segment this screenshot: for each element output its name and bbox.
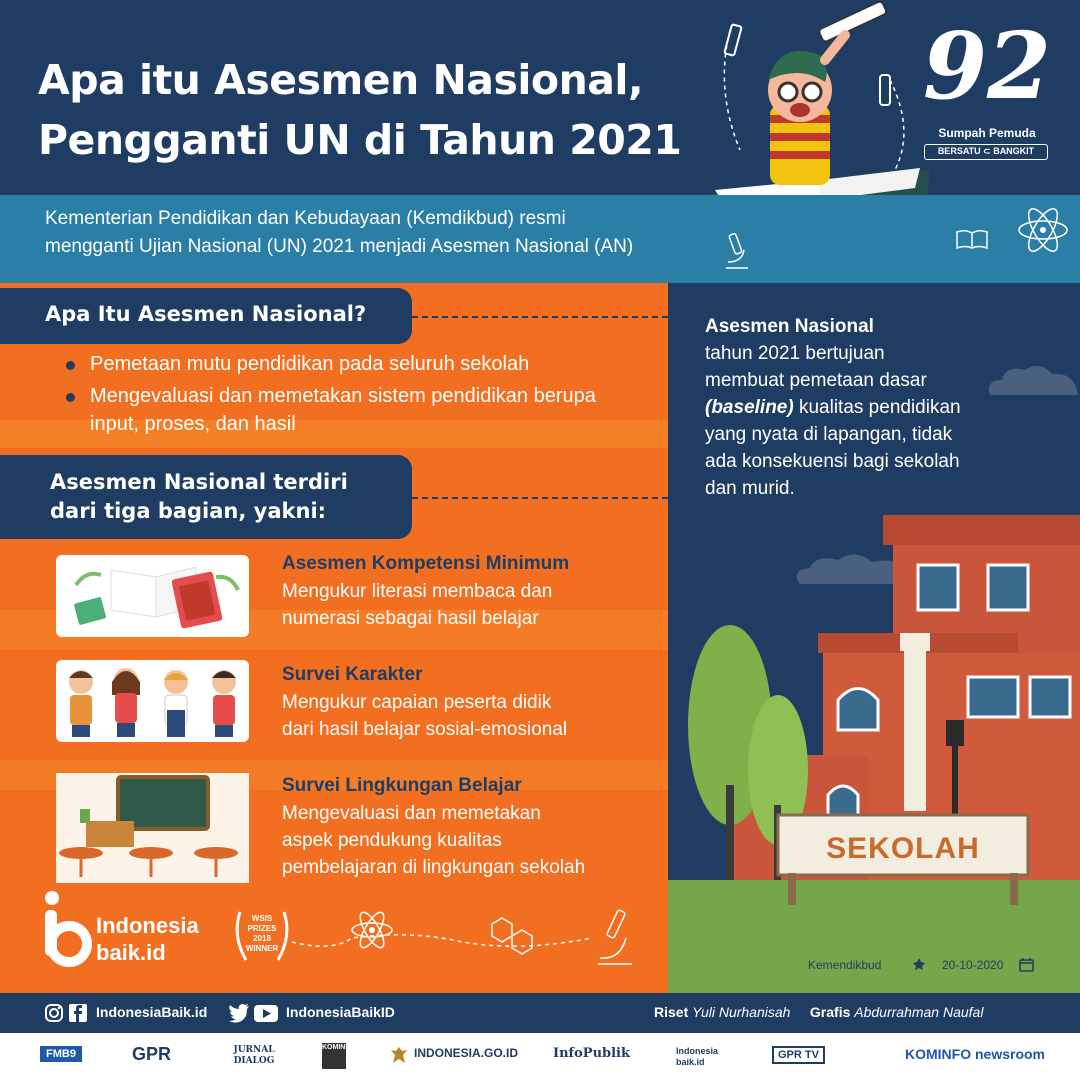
signpost-decor: [778, 875, 1028, 905]
side-text-b: kualitas pendidikan yang nyata di lapangan, tidak ada konsekuensi bagi sekolah dan murid.: [705, 397, 961, 499]
partner-logo-indonesiabaik[interactable]: Indonesia baik.id: [676, 1046, 719, 1067]
classroom-illustration-card: [56, 773, 249, 883]
section2-heading: [0, 455, 412, 539]
microscope-icon: [722, 232, 752, 272]
facebook-icon[interactable]: [68, 1003, 88, 1023]
partner-logo-infopublik[interactable]: InfoPublik: [553, 1046, 630, 1061]
partner-logo-gpr[interactable]: GPR: [132, 1044, 172, 1064]
brand-line-1: Indonesia: [96, 913, 199, 938]
social-handle-1[interactable]: IndonesiaBaik.id: [96, 1004, 208, 1020]
school-sign-label: SEKOLAH: [826, 832, 980, 865]
side-heading: Asesmen Nasional: [705, 316, 874, 337]
students-illustration-card: [56, 660, 249, 742]
brand-name: [96, 912, 199, 966]
item-desc-line: Mengukur capaian peserta didik: [282, 692, 552, 713]
production-credits: [654, 1004, 983, 1020]
calendar-icon: [1019, 957, 1034, 972]
intro-text: [45, 205, 725, 261]
section1-heading-text: Apa Itu Asesmen Nasional?: [45, 302, 367, 326]
partner-logo-indonesia-go-id[interactable]: INDONESIA.GO.ID: [414, 1046, 519, 1060]
bullet-text: Pemetaan mutu pendidikan pada seluruh sekolah: [90, 353, 530, 375]
item-desc-line: pembelajaran di lingkungan sekolah: [282, 857, 586, 878]
title-line-1: Apa itu Asesmen Nasional,: [38, 56, 644, 104]
science-decor-icons: [292, 900, 662, 980]
social-handle-2[interactable]: IndonesiaBaikID: [286, 1004, 395, 1020]
page-title: [38, 50, 681, 170]
bullet-dot: [66, 361, 75, 370]
item-desc-line: aspek pendukung kualitas: [282, 830, 502, 851]
garuda-icon: [390, 1045, 408, 1067]
item-desc-line: numerasi sebagai hasil belajar: [282, 608, 539, 629]
item-title: Survei Karakter: [282, 664, 423, 685]
cloud-decor: [980, 360, 1080, 400]
item-desc-line: dari hasil belajar sosial-emosional: [282, 719, 568, 740]
item-description: [282, 800, 652, 881]
grafis-name: Abdurrahman Naufal: [854, 1004, 984, 1020]
youtube-icon[interactable]: [254, 1005, 278, 1022]
open-book-icon: [955, 228, 989, 250]
item-description: [282, 578, 652, 632]
partner-logo-gpr-tv[interactable]: GPR TV: [772, 1046, 825, 1064]
item-title: Asesmen Kompetensi Minimum: [282, 553, 570, 574]
section1-heading: [0, 288, 412, 344]
item-title: Survei Lingkungan Belajar: [282, 775, 522, 796]
section2-heading-line-2: dari tiga bagian, yakni:: [50, 499, 327, 523]
riset-label: Riset: [654, 1004, 689, 1020]
intro-line-2: mengganti Ujian Nasional (UN) 2021 menjadi Asesmen Nasional (AN): [45, 236, 634, 257]
logo-tagline: BERSATU ⊂ BANGKIT: [924, 144, 1048, 160]
list-item: [64, 382, 624, 438]
partner-logo-kominfo[interactable]: KOMINFO: [322, 1043, 346, 1069]
sumpah-pemuda-logo: [922, 12, 1052, 170]
books-illustration-card: [56, 555, 249, 637]
partner-logo-jurnal-dialog[interactable]: JURNAL DIALOG: [233, 1045, 275, 1066]
item-description: [282, 689, 652, 743]
source-credit: Kemendikbud: [808, 958, 882, 972]
twitter-icon[interactable]: [228, 1004, 250, 1022]
riset-name: Yuli Nurhanisah: [692, 1004, 791, 1020]
logo-subtitle: Sumpah Pemuda: [938, 126, 1036, 140]
atom-icon: [1015, 202, 1071, 258]
list-item: [64, 350, 624, 378]
students-illustration: [56, 660, 249, 742]
instagram-icon[interactable]: [44, 1003, 64, 1023]
section1-bullets: [64, 350, 624, 438]
classroom-illustration: [56, 773, 249, 883]
logo-number: 92: [922, 12, 1052, 120]
pin-icon: [912, 957, 926, 971]
item-desc-line: Mengevaluasi dan memetakan: [282, 803, 541, 824]
partner-logo-fmb9[interactable]: FMB9: [40, 1046, 82, 1062]
side-text-a: tahun 2021 bertujuan membuat pemetaan dasar: [705, 343, 927, 391]
award-text: WSIS PRIZES 2018 WINNER: [245, 914, 279, 953]
bullet-text: Mengevaluasi dan memetakan sistem pendidikan berupa input, proses, dan hasil: [90, 385, 596, 435]
wsis-award-badge: [232, 904, 292, 966]
partner-logo-kominfo-newsroom[interactable]: KOMINFO newsroom: [905, 1046, 1046, 1062]
side-description: [705, 313, 965, 502]
bullet-dot: [66, 393, 75, 402]
grafis-label: Grafis: [809, 1004, 851, 1020]
brand-line-2: baik.id: [96, 940, 166, 965]
books-illustration: [56, 555, 249, 637]
publish-date: 20-10-2020: [942, 958, 1004, 972]
dashed-divider: [412, 316, 668, 318]
intro-line-1: Kementerian Pendidikan dan Kebudayaan (Kemdikbud) resmi: [45, 208, 566, 229]
dashed-divider: [412, 497, 668, 499]
indonesiabaik-logo-icon: [40, 890, 92, 970]
title-line-2: Pengganti UN di Tahun 2021: [38, 116, 682, 164]
item-desc-line: Mengukur literasi membaca dan: [282, 581, 553, 602]
section2-heading-line-1: Asesmen Nasional terdiri: [50, 470, 348, 494]
side-text-emphasis: (baseline): [705, 397, 794, 418]
